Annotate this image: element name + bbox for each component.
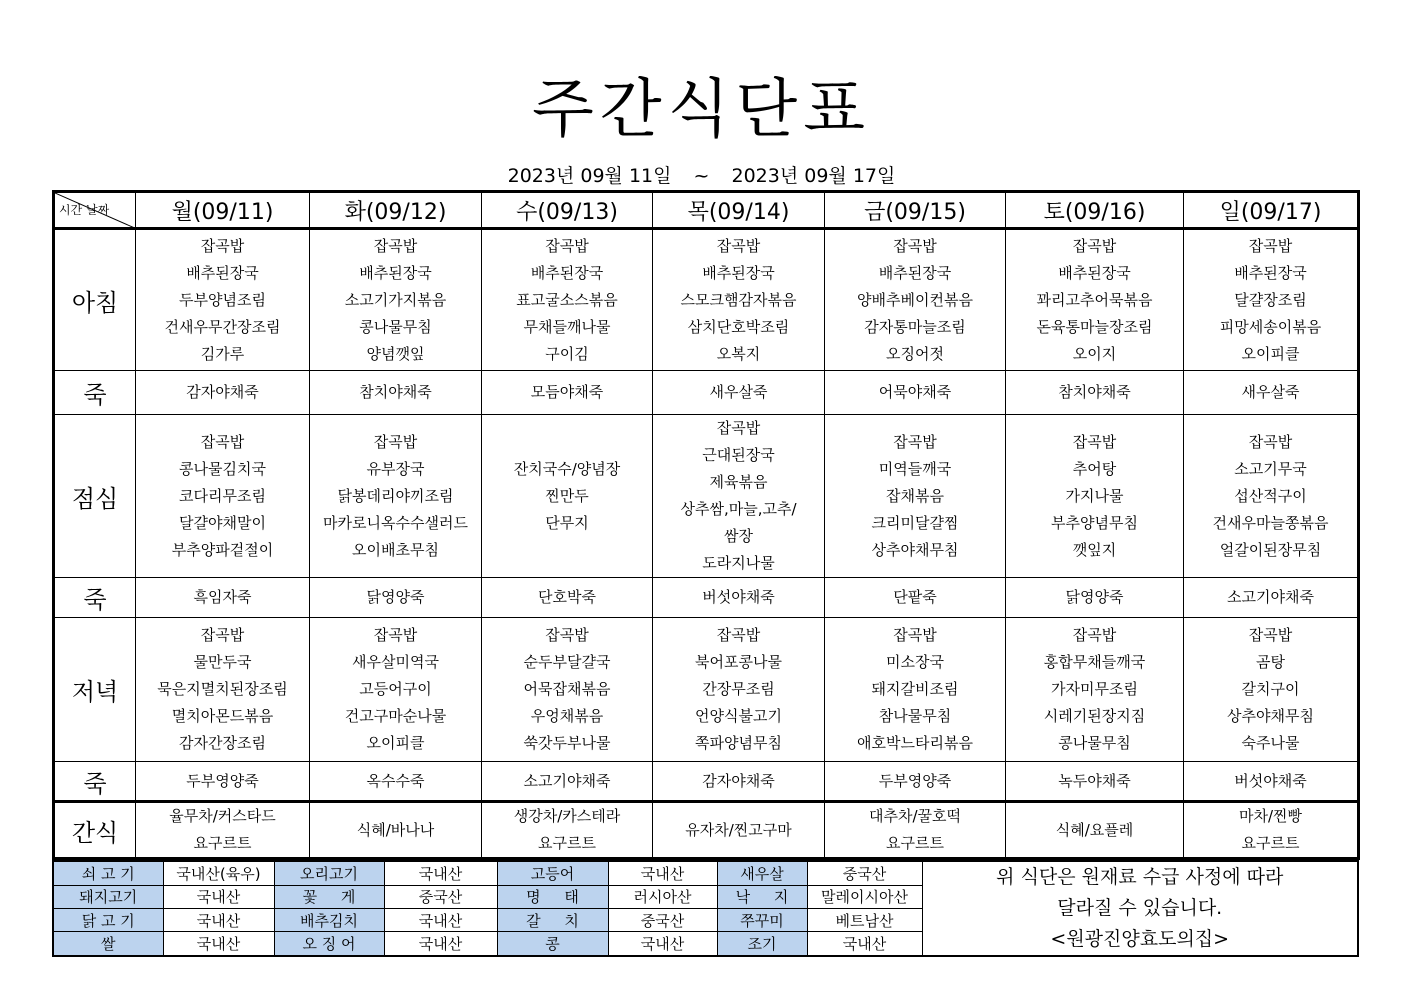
menu-item: 참나물무침 <box>878 707 952 725</box>
menu-item: 잡곡밥 <box>1248 236 1293 255</box>
menu-cell <box>825 371 1006 415</box>
menu-item: 배추된장국 <box>186 263 259 282</box>
menu-cell <box>1184 371 1359 415</box>
origin-ingredient: 콩 <box>497 932 608 956</box>
menu-item: 양념깻잎 <box>366 344 425 363</box>
menu-item: 콩나물무침 <box>1058 734 1131 752</box>
origin-ingredient: 갈 치 <box>497 908 608 931</box>
period-end: 2023년 09월 17일 <box>731 165 896 187</box>
menu-cell <box>1006 229 1184 371</box>
origin-ingredient: 쌀 <box>53 932 163 956</box>
menu-cell <box>482 415 653 578</box>
menu-cell <box>310 371 482 415</box>
origin-ingredient: 새우살 <box>717 861 807 885</box>
origin-ingredient: 오 징 어 <box>274 932 384 956</box>
menu-cell <box>136 762 310 802</box>
menu-item: 도라지나물 <box>702 554 775 572</box>
page-title: 주간식단표 <box>531 73 872 147</box>
menu-item: 잡곡밥 <box>716 419 761 437</box>
menu-item: 닭봉데리야끼조림 <box>337 486 454 505</box>
menu-item: 배추된장국 <box>1234 263 1307 282</box>
menu-item: 스모크햄감자볶음 <box>680 290 797 309</box>
menu-item: 오징어젓 <box>886 344 944 363</box>
origin-country: 국내산(육우) <box>163 861 274 885</box>
menu-item: 숙주나물 <box>1241 734 1300 752</box>
menu-item: 감자야채죽 <box>186 383 259 401</box>
menu-item: 배추된장국 <box>530 263 604 282</box>
origin-country: 중국산 <box>807 861 922 885</box>
menu-cell <box>482 229 653 371</box>
meal-row <box>54 229 1359 371</box>
day-header: 화(09/12) <box>310 192 482 229</box>
meal-row <box>54 802 1359 859</box>
menu-item: 잡곡밥 <box>1072 626 1117 644</box>
menu-item: 유자차/찐고구마 <box>685 820 792 839</box>
menu-item: 잡곡밥 <box>200 236 245 255</box>
menu-item: 새우살미역국 <box>352 653 439 671</box>
meal-row <box>54 371 1359 415</box>
menu-cell <box>1184 762 1359 802</box>
menu-cell <box>310 618 482 762</box>
day-header: 토(09/16) <box>1006 192 1184 229</box>
meal-label: 죽 <box>54 371 136 415</box>
menu-item: 간장무조림 <box>702 680 775 698</box>
meal-row <box>54 415 1359 578</box>
menu-item: 돼지갈비조림 <box>871 680 959 698</box>
origin-ingredient: 꽃 게 <box>274 885 384 908</box>
menu-item: 소고기야채죽 <box>523 771 611 790</box>
menu-item: 잡곡밥 <box>1248 626 1293 644</box>
menu-item: 녹두야채죽 <box>1058 771 1131 790</box>
meal-label: 점심 <box>54 415 136 578</box>
menu-cell <box>653 762 825 802</box>
menu-item: 얼갈이된장무침 <box>1219 540 1322 559</box>
origin-ingredient: 명 태 <box>497 885 608 908</box>
day-header: 월(09/11) <box>136 192 310 229</box>
menu-cell <box>825 578 1006 618</box>
menu-cell <box>482 578 653 618</box>
menu-item: 단무지 <box>545 513 589 532</box>
menu-item: 배추된장국 <box>878 263 952 282</box>
menu-item: 곰탕 <box>1256 653 1285 671</box>
origin-ingredient: 오리고기 <box>274 861 384 885</box>
origin-note <box>922 861 1358 956</box>
menu-item: 감자통마늘조림 <box>864 317 966 336</box>
menu-item: 표고굴소스볶음 <box>516 290 618 309</box>
menu-cell <box>1006 802 1184 859</box>
origin-table <box>52 860 1359 957</box>
note-line: <원광진양효도의집> <box>1050 928 1230 950</box>
menu-item: 마차/찐빵 <box>1238 807 1302 825</box>
corner-label: 시간 날짜 <box>59 203 110 217</box>
origin-ingredient: 조기 <box>717 932 807 956</box>
menu-item: 꽈리고추어묵볶음 <box>1036 290 1153 309</box>
menu-cell <box>1006 415 1184 578</box>
menu-item: 잡곡밥 <box>200 432 245 451</box>
menu-item: 미소장국 <box>886 653 944 671</box>
menu-item: 잡곡밥 <box>716 236 761 255</box>
menu-item: 식혜/바나나 <box>356 820 435 839</box>
menu-item: 시레기된장지짐 <box>1043 707 1146 725</box>
menu-item: 잡곡밥 <box>1248 432 1293 451</box>
menu-cell <box>653 415 825 578</box>
menu-item: 두부영양죽 <box>878 771 952 790</box>
menu-cell <box>136 415 310 578</box>
origin-country: 중국산 <box>608 908 717 931</box>
origin-country: 베트남산 <box>807 908 922 931</box>
menu-item: 코다리무조림 <box>179 486 266 505</box>
menu-item: 오복지 <box>716 344 761 363</box>
day-header: 수(09/13) <box>482 192 653 229</box>
day-header: 일(09/17) <box>1184 192 1359 229</box>
menu-item: 달걀야채말이 <box>179 513 266 532</box>
menu-item: 애호박느타리볶음 <box>857 734 973 752</box>
menu-item: 어묵잡채볶음 <box>523 680 611 698</box>
origin-country: 중국산 <box>384 885 497 908</box>
menu-item: 흑임자죽 <box>193 588 252 606</box>
menu-item: 섭산적구이 <box>1234 486 1307 505</box>
menu-cell <box>136 578 310 618</box>
origin-country: 러시아산 <box>608 885 717 908</box>
menu-item: 오이피클 <box>366 734 425 752</box>
menu-item: 잡곡밥 <box>545 626 589 644</box>
menu-item: 피망세송이볶음 <box>1219 317 1322 336</box>
menu-item: 마카로니옥수수샐러드 <box>323 513 468 532</box>
meal-label: 죽 <box>54 578 136 618</box>
menu-item: 두부양념조림 <box>179 290 266 309</box>
menu-item: 잡곡밥 <box>545 236 589 255</box>
menu-item: 쌈장 <box>724 527 753 545</box>
menu-item: 추어탕 <box>1072 459 1117 478</box>
menu-item: 잡곡밥 <box>373 432 418 451</box>
note-line: 위 식단은 원재료 수급 사정에 따라 <box>996 866 1284 888</box>
menu-cell <box>1184 229 1359 371</box>
menu-cell <box>653 802 825 859</box>
menu-item: 요구르트 <box>1241 834 1300 852</box>
menu-item: 생강차/카스테라 <box>513 807 621 825</box>
menu-item: 달걀장조림 <box>1234 290 1307 309</box>
menu-cell <box>482 762 653 802</box>
menu-item: 콩나물무침 <box>359 317 432 336</box>
menu-item: 새우살죽 <box>709 383 768 401</box>
menu-cell <box>310 415 482 578</box>
menu-item: 대추차/꿀호떡 <box>869 807 961 825</box>
menu-item: 건새우마늘쫑볶음 <box>1212 513 1329 532</box>
menu-item: 잡곡밥 <box>716 626 761 644</box>
menu-item: 부추양파겉절이 <box>171 540 274 559</box>
meal-row <box>54 618 1359 762</box>
menu-item: 유부장국 <box>366 459 425 478</box>
menu-item: 북어포콩나물 <box>695 653 782 671</box>
day-header: 목(09/14) <box>653 192 825 229</box>
menu-cell <box>136 618 310 762</box>
menu-cell <box>653 229 825 371</box>
menu-item: 쪽파양념무침 <box>695 734 782 752</box>
menu-cell <box>653 578 825 618</box>
menu-cell <box>825 229 1006 371</box>
menu-item: 부추양념무침 <box>1051 513 1138 532</box>
menu-cell <box>1006 371 1184 415</box>
menu-item: 닭영양죽 <box>1065 588 1124 606</box>
origin-country: 국내산 <box>384 861 497 885</box>
menu-cell <box>825 618 1006 762</box>
menu-item: 양배추베이컨볶음 <box>857 290 973 309</box>
menu-cell <box>136 371 310 415</box>
menu-item: 감자간장조림 <box>179 734 266 752</box>
period-separator: ~ <box>693 165 710 187</box>
menu-cell <box>1184 618 1359 762</box>
menu-item: 고등어구이 <box>359 680 432 698</box>
menu-item: 삼치단호박조림 <box>687 317 790 336</box>
menu-item: 콩나물김치국 <box>179 459 266 478</box>
menu-item: 배추된장국 <box>359 263 432 282</box>
menu-item: 건고구마순나물 <box>344 707 447 725</box>
menu-item: 상추야채무침 <box>871 540 959 559</box>
origin-ingredient: 낙 지 <box>717 885 807 908</box>
meal-label: 죽 <box>54 762 136 802</box>
menu-item: 잡곡밥 <box>1072 432 1117 451</box>
menu-item: 갈치구이 <box>1241 680 1300 698</box>
menu-item: 잡곡밥 <box>373 626 418 644</box>
menu-item: 잡곡밥 <box>893 432 937 451</box>
menu-item: 소고기야채죽 <box>1227 588 1314 606</box>
menu-item: 오이지 <box>1072 344 1117 363</box>
origin-country: 국내산 <box>608 932 717 956</box>
menu-item: 물만두국 <box>193 653 252 671</box>
origin-ingredient: 닭 고 기 <box>53 908 163 931</box>
menu-item: 잡곡밥 <box>200 626 245 644</box>
menu-cell <box>1006 762 1184 802</box>
menu-item: 모듬야채죽 <box>530 383 604 401</box>
menu-item: 옥수수죽 <box>366 771 425 790</box>
origin-row <box>53 861 1358 885</box>
menu-item: 우엉채볶음 <box>530 707 604 725</box>
origin-country: 국내산 <box>163 932 274 956</box>
menu-item: 잔치국수/양념장 <box>513 459 621 478</box>
meal-label: 저녁 <box>54 618 136 762</box>
menu-cell <box>310 229 482 371</box>
menu-cell <box>1184 415 1359 578</box>
origin-ingredient: 쇠 고 기 <box>53 861 163 885</box>
menu-item: 언양식불고기 <box>695 707 782 725</box>
menu-item: 쑥갓두부나물 <box>523 734 611 752</box>
menu-cell <box>1006 578 1184 618</box>
menu-item: 참치야채죽 <box>359 383 432 401</box>
menu-item: 잡곡밥 <box>893 236 937 255</box>
menu-item: 돈육통마늘장조림 <box>1036 317 1153 336</box>
menu-item: 배추된장국 <box>1058 263 1131 282</box>
menu-cell <box>482 618 653 762</box>
menu-item: 소고기무국 <box>1234 459 1307 478</box>
menu-item: 상추쌈,마늘,고추/ <box>680 500 797 518</box>
menu-cell <box>310 578 482 618</box>
period <box>0 164 1403 188</box>
menu-cell <box>1184 802 1359 859</box>
origin-ingredient: 배추김치 <box>274 908 384 931</box>
menu-cell <box>136 229 310 371</box>
menu-item: 순두부달걀국 <box>523 653 611 671</box>
menu-item: 버섯야채죽 <box>1234 771 1307 790</box>
menu-item: 무채들깨나물 <box>523 317 611 336</box>
menu-item: 구이김 <box>545 344 589 363</box>
menu-item: 깻잎지 <box>1072 540 1117 559</box>
origin-country: 국내산 <box>807 932 922 956</box>
menu-item: 감자야채죽 <box>702 771 775 790</box>
menu-item: 멸치아몬드볶음 <box>171 707 274 725</box>
menu-cell <box>825 802 1006 859</box>
menu-item: 가자미무조림 <box>1051 680 1138 698</box>
menu-item: 찐만두 <box>545 486 589 505</box>
meal-row <box>54 578 1359 618</box>
menu-item: 식혜/요플레 <box>1055 820 1134 839</box>
corner-header <box>54 192 136 229</box>
menu-item: 새우살죽 <box>1241 383 1300 401</box>
menu-item: 요구르트 <box>886 834 944 852</box>
menu-cell <box>825 415 1006 578</box>
menu-item: 상추야채무침 <box>1227 707 1314 725</box>
menu-item: 참치야채죽 <box>1058 383 1131 401</box>
origin-country: 국내산 <box>608 861 717 885</box>
menu-item: 닭영양죽 <box>366 588 425 606</box>
menu-item: 가지나물 <box>1065 486 1124 505</box>
origin-country: 국내산 <box>163 885 274 908</box>
menu-item: 잡곡밥 <box>1072 236 1117 255</box>
menu-item: 크리미달걀찜 <box>871 513 959 532</box>
menu-item: 단팥죽 <box>893 588 937 606</box>
weekly-menu-table <box>52 190 1360 860</box>
menu-cell <box>136 802 310 859</box>
note-line: 달라질 수 있습니다. <box>1057 897 1223 919</box>
menu-cell <box>310 802 482 859</box>
menu-cell <box>310 762 482 802</box>
menu-cell <box>653 618 825 762</box>
menu-item: 잡곡밥 <box>893 626 937 644</box>
menu-item: 두부영양죽 <box>186 771 259 790</box>
menu-cell <box>1184 578 1359 618</box>
menu-item: 소고기가지볶음 <box>344 290 447 309</box>
menu-item: 요구르트 <box>193 834 252 852</box>
menu-item: 어묵야채죽 <box>878 383 952 401</box>
meal-label: 아침 <box>54 229 136 371</box>
menu-item: 김가루 <box>200 344 245 363</box>
menu-cell <box>825 762 1006 802</box>
origin-ingredient: 고등어 <box>497 861 608 885</box>
meal-row <box>54 762 1359 802</box>
origin-country: 국내산 <box>384 932 497 956</box>
menu-item: 오이배초무침 <box>352 540 439 559</box>
menu-item: 미역들깨국 <box>878 459 952 478</box>
period-start: 2023년 09월 11일 <box>507 165 672 187</box>
menu-cell <box>1006 618 1184 762</box>
menu-item: 잡곡밥 <box>373 236 418 255</box>
menu-item: 오이피클 <box>1241 344 1300 363</box>
menu-item: 요구르트 <box>538 834 596 852</box>
menu-item: 잡채볶음 <box>886 486 944 505</box>
origin-country: 국내산 <box>384 908 497 931</box>
menu-item: 건새우무간장조림 <box>164 317 281 336</box>
origin-country: 말레이시아산 <box>807 885 922 908</box>
menu-item: 홍합무채들깨국 <box>1043 653 1146 671</box>
meal-label: 간식 <box>54 802 136 859</box>
origin-ingredient: 돼지고기 <box>53 885 163 908</box>
menu-item: 배추된장국 <box>702 263 775 282</box>
menu-cell <box>653 371 825 415</box>
menu-item: 제육볶음 <box>709 473 768 491</box>
menu-item: 묵은지멸치된장조림 <box>157 680 288 698</box>
menu-item: 버섯야채죽 <box>702 588 775 606</box>
origin-ingredient: 쭈꾸미 <box>717 908 807 931</box>
menu-item: 근대된장국 <box>702 446 775 464</box>
origin-country: 국내산 <box>163 908 274 931</box>
menu-item: 율무차/커스타드 <box>169 807 276 825</box>
menu-item: 단호박죽 <box>538 588 596 606</box>
menu-cell <box>482 371 653 415</box>
day-header: 금(09/15) <box>825 192 1006 229</box>
menu-cell <box>482 802 653 859</box>
